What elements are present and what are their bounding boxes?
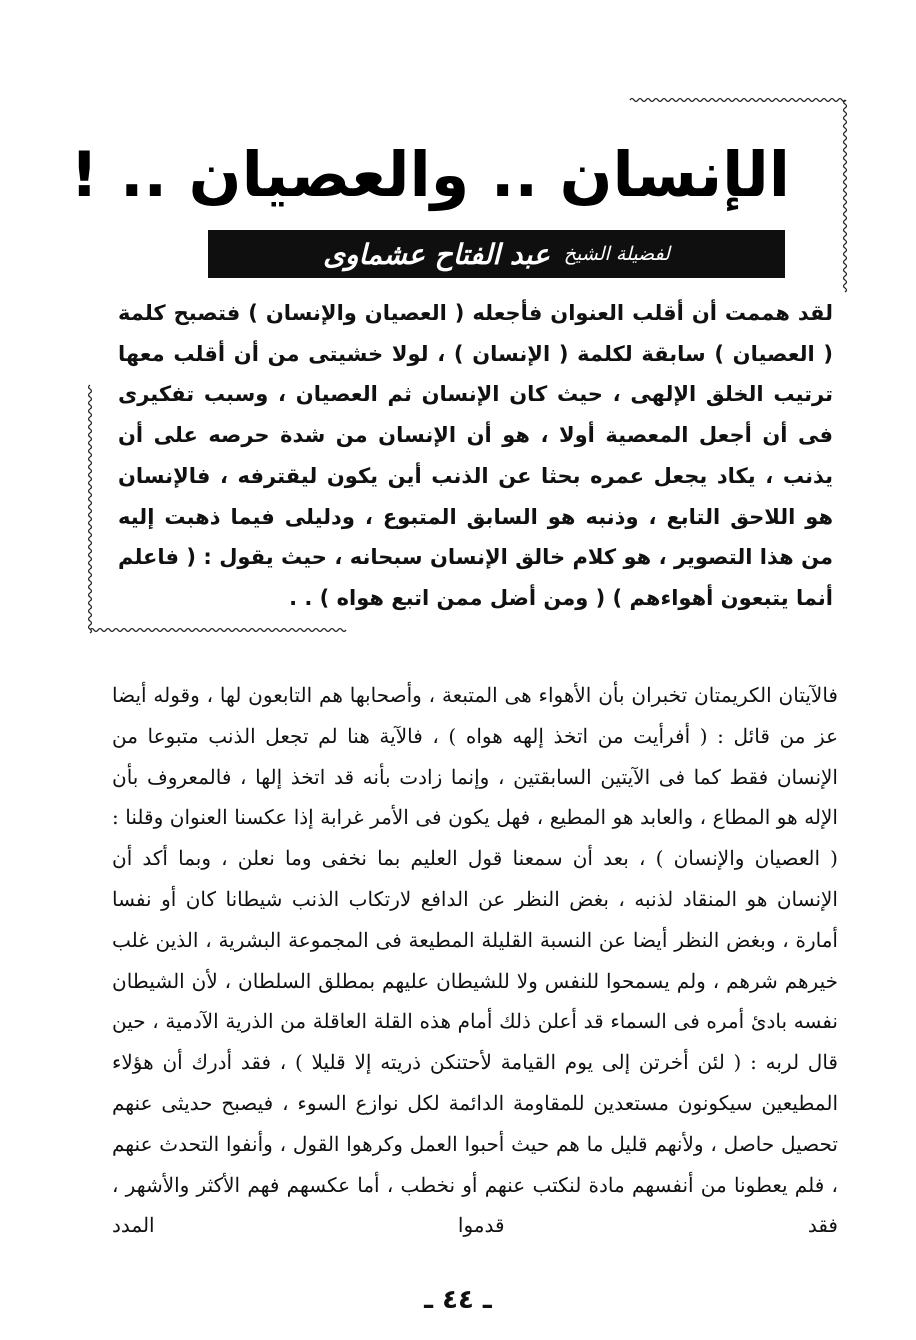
- page-number: ـ ٤٤ ـ: [424, 1285, 492, 1315]
- article-title: الإنسان .. والعصيان .. !: [70, 138, 790, 211]
- author-name: عبد الفتاح عشماوى: [323, 237, 550, 271]
- author-prefix: لفضيلة الشيخ: [563, 243, 670, 265]
- author-banner: [208, 230, 785, 278]
- intro-paragraph: لقد هممت أن أقلب العنوان فأجعله ( العصيان والإنسان ) فتصبح كلمة ( العصيان ) سابقة لكلمة ( الإنسان ) ، لولا خشيتى من أن أقلب معها ترتيب الخلق الإلهى ، حيث كان الإنسان ثم العصيان ، وسبب تفكيرى فى أن أجعل المعصية أولا ، هو أن الإنسان من شدة حرصه على أن يذنب ، يكاد يجعل عمره بحثا عن الذنب أين يكون ليقترفه ، فالإنسان هو اللاحق التابع ، وذنبه هو السابق المتبوع ، ودليلى فيما ذهبت إليه من هذا التصوير ، هو كلام خالق الإنسان سبحانه ، حيث يقول : ( فاعلم أنما يتبعون أهواءهم ) ( ومن أضل ممن اتبع هواه ) . .: [118, 301, 833, 610]
- body-paragraph: فالآيتان الكريمتان تخبران بأن الأهواء هى المتبعة ، وأصحابها هم التابعون لها ، وقوله أيضا عز من قائل : ( أفرأيت من اتخذ إلهه هواه ) ، فالآية هنا لم تجعل الذنب متبوعا من الإنسان فقط كما فى الآيتين السابقتين ، وإنما زادت بأنه قد اتخذ إلها ، فالمعروف بأن الإله هو المطاع ، والعابد هو المطيع ، فهل يكون فى الأمر غرابة إذا عكسنا العنوان وقلنا : ( العصيان والإنسان ) ، بعد أن سمعنا قول العليم بما نخفى وما نعلن ، وبما أكد أن الإنسان هو المنقاد لذنبه ، بغض النظر عن الدافع لارتكاب الذنب شيطانا كان أو نفسا أمارة ، وبغض النظر أيضا عن النسبة القليلة المطيعة فى المجموعة البشرية ، الذين غلب خيرهم شرهم ، ولم يسمحوا للنفس ولا للشيطان عليهم بمطلق السلطان ، لأن الشيطان نفسه بادئ أمره فى السماء قد أعلن ذلك أمام هذه القلة العاقلة من الذرية الآدمية ، حين قال لربه : ( لئن أخرتن إلى يوم القيامة لأحتنكن ذريته إلا قليلا ) ، فقد أدرك أن هؤلاء المطيعين سيكونون مستعدين للمقاومة الدائمة لكل نوازع السوء ، فيصبح حديثى عنهم تحصيل حاصل ، ولأنهم قليل ما هم حيث أحبوا العمل وكرهوا القول ، وأنفوا التحدث عنهم ، فلم يعطونا من أنفسهم مادة لنكتب عنهم أو نخطب ، أما عكسهم فهم الأكثر والأشهر ، فقد قدموا المدد: [112, 683, 838, 1238]
